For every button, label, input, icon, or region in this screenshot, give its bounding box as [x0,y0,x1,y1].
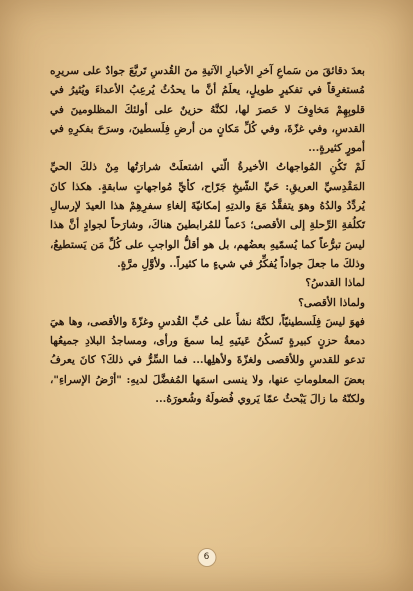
paragraph: ولماذا الأقصى؟ [298,296,365,309]
page-number: 6 [197,548,216,567]
page-text [50,62,365,409]
paragraph: لَمْ تَكُنِ المُواجهاتُ الأخيرةُ الّتي اشتعلَتْ شرارَتُها مِنْ ذلكَ الحيِّ المَقْدِسيِّ العريقِ: حَيِّ الشّيخِ جَرّاح، كأيِّ مُواجهاتٍ سابقةٍ. هكذا كانَ يُردِّدُ والدُهُ وهوَ يتفقَّدُ مَعَ والدتِهِ إمكانيّةَ إلغاءِ سفرِهِمْ هذا العيدَ لإرسالِ تَكلُفةِ الرِّحلةِ إلى الأقصى؛ دَعماً للمُرابطينَ هناكَ، وشارَحاً لجوادٍ أنَّ هذا ليسَ تبرُّعاً كما يُسمّيهِ بعضُهم، بل هو أقلُّ الواجبِ على كُلِّ مَن يَستطيعُ، وذلكَ ما جعلَ جواداً يُفكِّرُ في شيءٍ ما كثيراً.. ولأوَّلِ مرَّةٍ. [50,161,365,270]
paragraph: بعدَ دقائقَ من سَماعِ آخرِ الأخبارِ الآتيةِ منَ القُدسِ تَربَّعَ جوادٌ على سريرِه مُستغرِقاً في تفكيرٍ طويلٍ، يعلَمُ أنَّ ما يحدُثُ يُرعِبُ الأعداءَ ويُثيرُ في قلوبِهِمْ مَخاوِفَ لا حَصرَ لها، لكنَّهُ حزينٌ على أولئكَ المظلومينَ في القدسِ، وفي غزّةَ، وفي كُلِّ مَكانٍ من أرضِ فِلَسطينَ، وسرَحَ بفكرِهِ في أمورٍ كثيرةٍ... [50,65,365,155]
paragraph: لماذا القدسُ؟ [305,277,365,290]
paragraph: فهوَ ليسَ فِلَسطينيّاً، لكنَّهُ نشأَ على حُبِّ القُدسِ وغزّةَ والأقصى، وها هيَ دمعةُ حزنٍ كبيرةٍ تَسكُنُ عَينَيهِ لِما سمعَ ورأى، ومساجدُ البلادِ جميعُها تدعو للقدسِ وللأقصى ولغزّةَ ولأهلِها... فما السِّرُّ في ذلكَ؟ كانَ يعرفُ بعضَ المعلوماتِ عنها، ولا ينسى اسمَها المُفضَّلَ لديهِ: "أرْضُ الإسراءِ"، ولكنّهُ ما زالَ يَبْحثُ عمّا يَروي فُضولَهُ وشُعورَهُ... [50,315,365,406]
